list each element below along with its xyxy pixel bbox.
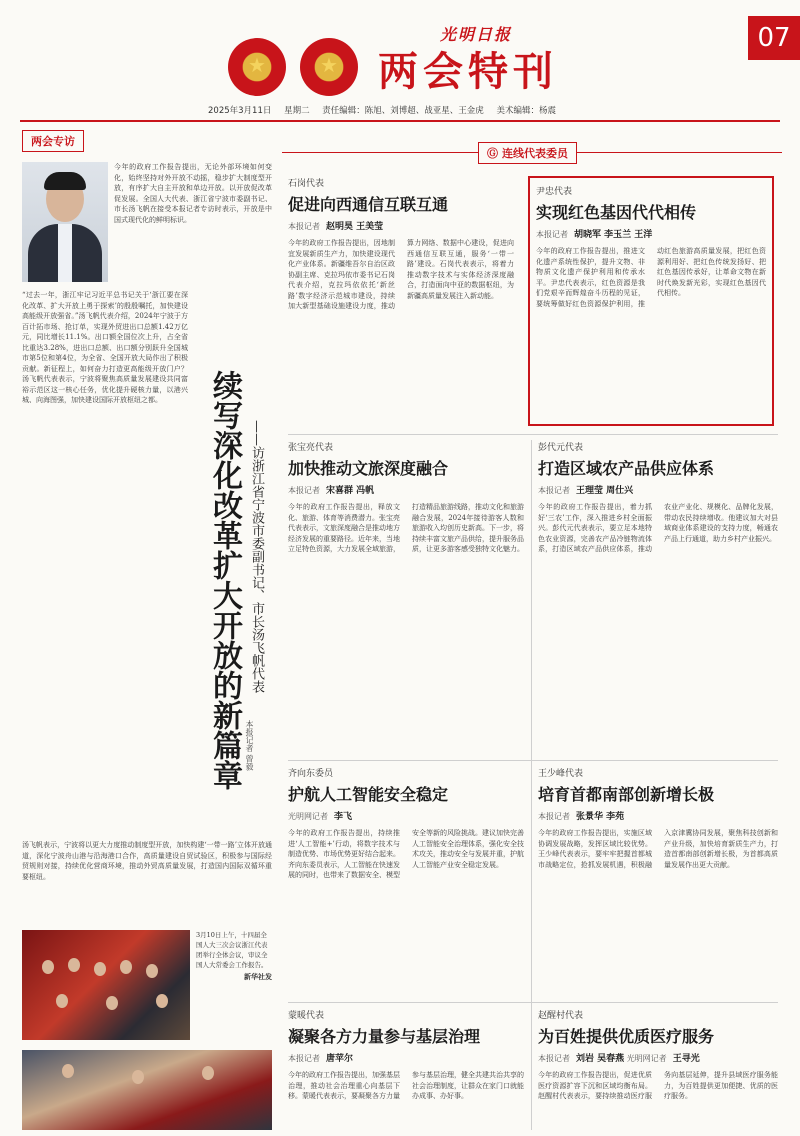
section-tag-interview: 两会专访: [22, 130, 84, 152]
article-mengnuan: [288, 1008, 524, 1128]
article-rep: 赵醒村代表: [538, 1011, 584, 1021]
section-tag-deputies: Ⓖ 连线代表委员: [478, 142, 577, 164]
article-byline: 本报记者 刘岩 吴春燕 光明网记者 王寻光: [538, 1054, 700, 1064]
article-rep: 石岗代表: [288, 179, 325, 189]
article-qixiangdong: [288, 766, 524, 1006]
divider: [288, 760, 778, 761]
article-body: 今年的政府工作报告提出，实施区域协调发展战略，发挥区域比较优势。王少峰代表表示，要牢牢把握首都城市战略定位，抢抓发展机遇，积极融入京津冀协同发展，聚焦科技创新和产业升级，加快培育新质生产力，打造首都南部创新增长极，为首都高质量发展作出更大贡献。: [538, 829, 778, 869]
deputies-section-header: [282, 142, 782, 164]
article-body: 今年的政府工作报告提出，因地制宜发展新质生产力，加快建设现代化产业体系。新疆维吾尔自治区政协副主席、克拉玛依市委书记石岗代表介绍，克拉玛依依托‘新丝路’数字经济示范城市建设，持续加大新型基础设施建设力度，推动算力网络、数据中心建设，促进向西通信互联互通，服务‘一带一路’建设。石岗代表表示，将着力推动数字技术与实体经济深度融合，打造面向中亚的数据枢纽，为新疆高质量发展注入新动能。: [288, 239, 514, 310]
article-byline: 本报记者 宋喜群 冯帆: [288, 486, 375, 496]
page-number: 07: [748, 16, 800, 60]
article-title[interactable]: 培育首都南部创新增长极: [538, 785, 715, 804]
interviewee-portrait: [22, 162, 108, 282]
article-body: 今年的政府工作报告提出，持续推进‘人工智能+’行动，将数字技术与制造优势、市场优势更好结合起来。齐向东委员表示，人工智能在快速发展的同时，也带来了数据安全、模型安全等新的风险挑战。建议加快完善人工智能安全治理体系，强化安全技术攻关，推动安全与发展并重，护航人工智能产业安全稳定发展。: [288, 829, 524, 879]
header-rule: [20, 120, 780, 122]
divider: [288, 434, 778, 435]
national-emblem-icon: ★: [228, 38, 286, 96]
article-yinzhong-highlighted: [528, 176, 774, 426]
newspaper-brand: 光明日报: [440, 25, 513, 44]
article-zhaoxingcun: [538, 1008, 778, 1128]
interview-column: [22, 130, 272, 1130]
masthead: [0, 0, 800, 118]
article-body: 今年的政府工作报告提出，推进文化遗产系统性保护，提升文物、非物质文化遗产保护利用和传承水平。尹忠代表表示，红色资源是我们党艰辛而辉煌奋斗历程的见证，要统筹做好红色资源保护利用，推动红色旅游高质量发展，把红色资源利用好、把红色传统发扬好、把红色基因传承好，让革命文物在新时代焕发新光彩，实现红色基因代代相传。: [536, 247, 766, 308]
article-byline: 光明网记者 李飞: [288, 812, 353, 822]
article-byline: 本报记者 张景华 李苑: [538, 812, 625, 822]
g-logo-icon: Ⓖ: [487, 147, 498, 160]
meeting-photo: [22, 1050, 272, 1130]
photo-caption-source: 新华社发: [244, 973, 272, 981]
divider: [531, 440, 532, 1130]
photo-caption: [196, 930, 272, 982]
issue-date: 2025年3月11日: [208, 106, 272, 116]
article-body: 今年的政府工作报告提出，加强基层治理，推动社会治理重心向基层下移。蒙暖代表表示，要凝聚各方力量参与基层治理，健全共建共治共享的社会治理制度，让群众在家门口就能办成事、办好事。: [288, 1071, 524, 1100]
article-rep: 尹忠代表: [536, 187, 573, 197]
article-body: 今年的政府工作报告提出，着力抓好‘三农’工作，深入推进乡村全面振兴。彭代元代表表示，要立足本地特色农业资源，完善农产品冷链物流体系，打造区域农产品供应体系，推动农业产业化、规模化、品牌化发展，带动农民持续增收。他建议加大对县域商业体系建设的支持力度，畅通农产品上行通道，助力乡村产业振兴。: [538, 503, 778, 553]
interview-section-header: [22, 130, 272, 152]
interview-subhead: ——访浙江省宁波市委副书记、市长汤飞帆代表: [249, 420, 264, 693]
interview-body-continued: 汤飞帆表示，宁波将以更大力度推动制度型开放，加快构建‘一带一路’立体开放通道，深化宁波舟山港与沿海港口合作，高质量建设自贸试验区，积极参与国际经贸规则对接，持续优化营商环境，推动外贸高质量发展，打造国内国际双循环重要枢纽。: [22, 841, 272, 881]
article-rep: 王少峰代表: [538, 769, 584, 779]
divider: [288, 1002, 778, 1003]
article-title[interactable]: 加快推动文旅深度融合: [288, 459, 449, 478]
issue-weekday: 星期二: [284, 106, 310, 116]
interview-headline: 续写深化改革扩大开放的新篇章: [207, 370, 242, 790]
article-title[interactable]: 促进向西通信互联互通: [288, 195, 449, 214]
article-title[interactable]: 凝聚各方力量参与基层治理: [288, 1027, 481, 1046]
delegation-photo: [22, 930, 190, 1040]
article-byline: 本报记者 胡晓军 李玉兰 王洋: [536, 230, 653, 240]
special-edition-title: 两会特刊: [378, 49, 558, 95]
interview-intro: 今年的政府工作报告提出，无论外部环境如何变化，始终坚持对外开放不动摇，稳步扩大制度型开放，有序扩大自主开放和单边开放。以开放促改革促发展。全国人大代表、浙江省宁波市委副书记、市长汤飞帆在接受本报记者专访时表示，开放是中国式现代化的鲜明标识。: [114, 163, 272, 224]
article-byline: 本报记者 王理莹 周仕兴: [538, 486, 634, 496]
interview-body: “过去一年，浙江牢记习近平总书记关于‘浙江要在深化改革、扩大开放上勇于探索’的殷殷嘱托，加快建设高能级开放强省。”汤飞帆代表介绍，2024年宁波于方百计拓市场、抢订单，实现外贸进出口总额1.42万亿元，同比增长11.1%。出口额全国位次上升，占全省比重达3.28%，进出口总额、出口额分别跃升全国城市第5位和第4位，为全省、全国开放大局作出了积极贡献。新征程上，如何奋力打造更高能级开放门户？汤飞帆代表表示，宁波将聚焦高质量发展建设共同富裕示范区这一核心任务，优化提升硬核力量，以港兴城、向海图强，加快建设国际开放枢纽之都。: [22, 291, 188, 404]
article-byline: 本报记者 唐苹尔: [288, 1054, 354, 1064]
article-wangshaofeng: [538, 766, 778, 1006]
article-rep: 齐向东委员: [288, 769, 334, 779]
article-title[interactable]: 为百姓提供优质医疗服务: [538, 1027, 715, 1046]
designer: 美术编辑：杨震: [496, 106, 557, 116]
article-rep: 彭代元代表: [538, 443, 584, 453]
article-byline: 本报记者 赵明昊 王美莹: [288, 222, 384, 232]
article-body: 今年的政府工作报告提出，释放文化、旅游、体育等消费潜力。张宝亮代表表示，文旅深度融合是推动地方经济发展的重要路径。近年来，当地立足特色资源，大力发展全域旅游，打造精品旅游线路，推动文化和旅游融合发展，2024年接待游客人数和旅游收入均创历史新高。下一步，将持续丰富文旅产品供给，提升服务品质，让更多游客感受独特文化魅力。: [288, 503, 524, 553]
article-title[interactable]: 护航人工智能安全稳定: [288, 785, 449, 804]
article-title[interactable]: 实现红色基因代代相传: [536, 203, 697, 222]
article-body: 今年的政府工作报告提出，促进优质医疗资源扩容下沉和区域均衡布局。赵醒村代表表示，要持续推动医疗服务向基层延伸，提升县域医疗服务能力，为百姓提供更加便捷、优质的医疗服务。: [538, 1071, 778, 1100]
editors: 责任编辑：陈旭、刘博超、战亚星、王金虎: [322, 106, 484, 116]
dateline: [208, 104, 566, 116]
cppcc-emblem-icon: ★: [300, 38, 358, 96]
article-zhangbaoliang: [288, 440, 524, 758]
photo-caption-text: 3月10日上午，十四届全国人大三次会议浙江代表团举行全体会议，审议全国人大常委会工作报告。: [196, 931, 268, 969]
interview-reporter: 本报记者 曾毅: [245, 720, 254, 771]
deputies-column: [282, 130, 782, 1130]
article-pengdaiyuan: [538, 440, 778, 758]
article-shigang: [288, 176, 514, 426]
article-rep: 张宝亮代表: [288, 443, 334, 453]
article-title[interactable]: 打造区域农产品供应体系: [538, 459, 715, 478]
article-rep: 蒙暖代表: [288, 1011, 325, 1021]
